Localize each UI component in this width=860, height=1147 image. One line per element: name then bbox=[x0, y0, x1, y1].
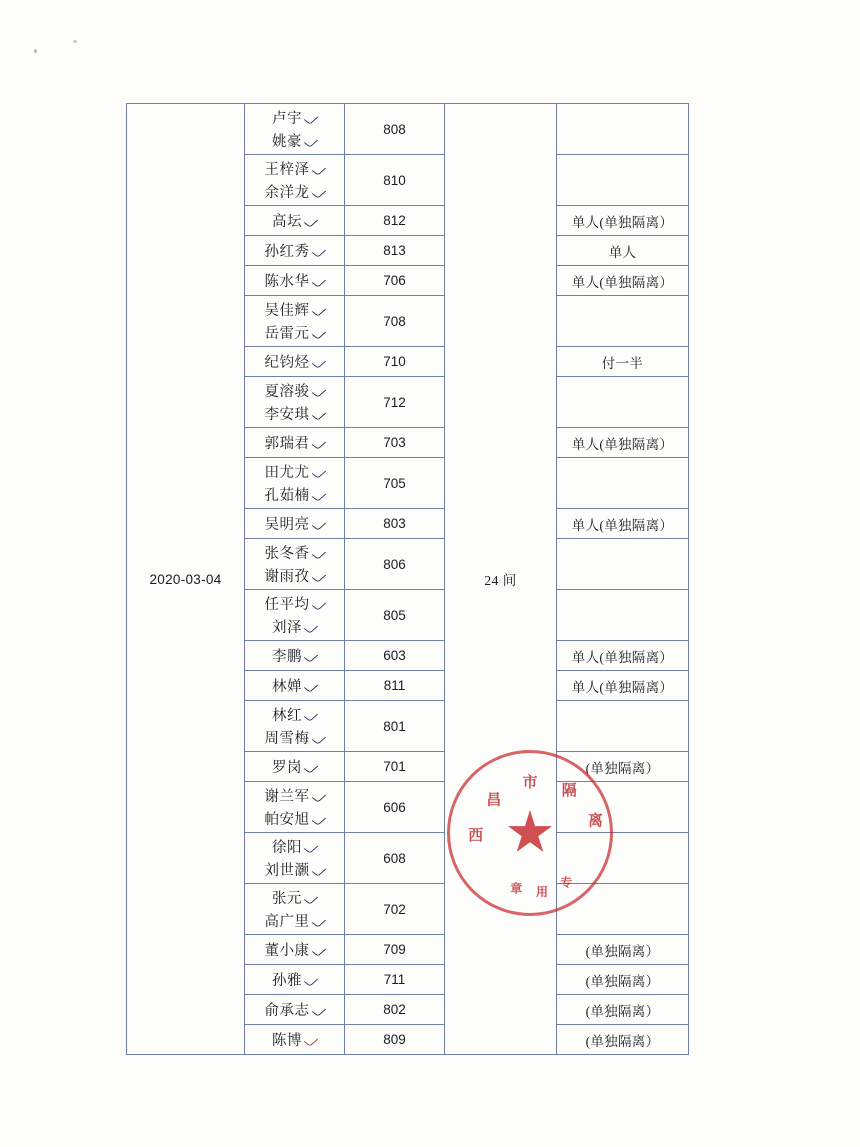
note-cell: (单独隔离） bbox=[557, 935, 689, 965]
name-text: 郭瑞君 bbox=[264, 436, 310, 452]
name-line bbox=[245, 107, 344, 128]
paper-speck bbox=[34, 49, 37, 53]
names-cell bbox=[245, 539, 345, 590]
name-line bbox=[245, 969, 344, 990]
room-number-cell: 603 bbox=[345, 641, 445, 671]
note-cell: 付一半 bbox=[557, 347, 689, 377]
names-list bbox=[245, 590, 344, 640]
name-text: 刘泽 bbox=[272, 620, 302, 636]
check-mark-icon bbox=[306, 650, 317, 662]
names-list bbox=[245, 539, 344, 589]
check-mark-icon bbox=[314, 186, 325, 198]
check-mark-icon bbox=[314, 547, 325, 559]
name-line bbox=[245, 484, 344, 505]
name-text: 余洋龙 bbox=[264, 185, 310, 201]
names-list bbox=[245, 642, 344, 669]
name-line bbox=[245, 999, 344, 1020]
names-cell bbox=[245, 833, 345, 884]
names-list bbox=[245, 458, 344, 508]
room-number-cell: 709 bbox=[345, 935, 445, 965]
name-text: 林婵 bbox=[272, 679, 302, 695]
check-mark-icon bbox=[314, 1004, 325, 1016]
note-cell bbox=[557, 296, 689, 347]
room-number-cell: 702 bbox=[345, 884, 445, 935]
check-mark-icon bbox=[314, 864, 325, 876]
name-line bbox=[245, 403, 344, 424]
name-text: 孙红秀 bbox=[264, 244, 310, 260]
date-text: 2020-03-04 bbox=[149, 571, 222, 587]
table-body bbox=[127, 104, 689, 1055]
name-text: 帕安旭 bbox=[264, 812, 310, 828]
name-line bbox=[245, 887, 344, 908]
room-number-cell: 810 bbox=[345, 155, 445, 206]
note-cell bbox=[557, 104, 689, 155]
room-number-cell: 710 bbox=[345, 347, 445, 377]
name-line bbox=[245, 240, 344, 261]
note-cell: (单独隔离） bbox=[557, 995, 689, 1025]
note-cell bbox=[557, 590, 689, 641]
name-line bbox=[245, 808, 344, 829]
total-rooms-cell: 24 间 bbox=[445, 104, 557, 1055]
name-text: 陈博 bbox=[272, 1033, 302, 1049]
stamp-arc-char: 离 bbox=[587, 813, 603, 830]
name-text: 吴明亮 bbox=[264, 517, 310, 533]
name-text: 谢雨孜 bbox=[264, 569, 310, 585]
names-list bbox=[245, 996, 344, 1023]
check-mark-icon bbox=[314, 304, 325, 316]
room-number-cell: 711 bbox=[345, 965, 445, 995]
room-number-cell: 606 bbox=[345, 782, 445, 833]
name-text: 任平均 bbox=[264, 597, 310, 613]
check-mark-icon bbox=[306, 892, 317, 904]
stamp-arc-char: 隔 bbox=[561, 783, 577, 800]
note-cell: 单人(单独隔离） bbox=[557, 641, 689, 671]
name-text: 姚豪 bbox=[272, 134, 302, 150]
room-number-cell: 809 bbox=[345, 1025, 445, 1055]
names-cell bbox=[245, 701, 345, 752]
name-line bbox=[245, 565, 344, 586]
names-list bbox=[245, 753, 344, 780]
room-number-cell: 701 bbox=[345, 752, 445, 782]
check-mark-icon bbox=[314, 437, 325, 449]
room-number-cell: 805 bbox=[345, 590, 445, 641]
names-cell bbox=[245, 671, 345, 701]
names-cell bbox=[245, 377, 345, 428]
names-cell bbox=[245, 509, 345, 539]
name-text: 孔茹楠 bbox=[264, 488, 310, 504]
check-mark-icon bbox=[306, 680, 317, 692]
name-text: 徐阳 bbox=[272, 840, 302, 856]
names-list bbox=[245, 207, 344, 234]
check-mark-icon bbox=[306, 709, 317, 721]
names-cell bbox=[245, 782, 345, 833]
check-mark-icon bbox=[314, 598, 325, 610]
stamp-bottom-char: 专 bbox=[560, 875, 573, 890]
name-line bbox=[245, 645, 344, 666]
name-line bbox=[245, 756, 344, 777]
note-cell bbox=[557, 701, 689, 752]
note-cell bbox=[557, 458, 689, 509]
name-text: 吴佳辉 bbox=[264, 303, 310, 319]
check-mark-icon bbox=[314, 570, 325, 582]
check-mark-icon bbox=[306, 135, 317, 147]
check-mark-icon bbox=[314, 489, 325, 501]
room-number-cell: 608 bbox=[345, 833, 445, 884]
stamp-bottom-char: 章 bbox=[510, 881, 523, 896]
names-cell bbox=[245, 995, 345, 1025]
check-mark-icon bbox=[314, 466, 325, 478]
names-cell bbox=[245, 236, 345, 266]
check-mark-icon bbox=[306, 621, 317, 633]
check-mark-icon bbox=[314, 245, 325, 257]
stamp-arc-char: 西 bbox=[468, 828, 484, 845]
name-line bbox=[245, 299, 344, 320]
check-mark-icon bbox=[306, 1034, 317, 1046]
name-line bbox=[245, 210, 344, 231]
names-list bbox=[245, 884, 344, 934]
name-text: 岳雷元 bbox=[264, 326, 310, 342]
note-cell bbox=[557, 155, 689, 206]
names-list bbox=[245, 348, 344, 375]
name-text: 田尤尤 bbox=[264, 465, 310, 481]
room-number-cell: 806 bbox=[345, 539, 445, 590]
name-text: 李安琪 bbox=[264, 407, 310, 423]
name-text: 董小康 bbox=[264, 943, 310, 959]
name-line bbox=[245, 859, 344, 880]
names-cell bbox=[245, 752, 345, 782]
room-number-cell: 803 bbox=[345, 509, 445, 539]
room-number-cell: 811 bbox=[345, 671, 445, 701]
name-line bbox=[245, 270, 344, 291]
names-cell bbox=[245, 296, 345, 347]
name-text: 周雪梅 bbox=[264, 731, 310, 747]
check-mark-icon bbox=[306, 761, 317, 773]
names-cell bbox=[245, 104, 345, 155]
note-cell bbox=[557, 884, 689, 935]
table-row bbox=[127, 104, 689, 155]
room-number-cell: 708 bbox=[345, 296, 445, 347]
names-cell bbox=[245, 965, 345, 995]
name-text: 高坛 bbox=[272, 214, 302, 230]
note-cell: 单人 bbox=[557, 236, 689, 266]
name-line bbox=[245, 181, 344, 202]
note-cell: (单独隔离） bbox=[557, 1025, 689, 1055]
names-list bbox=[245, 936, 344, 963]
stamp-arc-char: 市 bbox=[522, 775, 538, 791]
check-mark-icon bbox=[314, 732, 325, 744]
note-cell: 单人(单独隔离） bbox=[557, 206, 689, 236]
name-line bbox=[245, 461, 344, 482]
name-line bbox=[245, 542, 344, 563]
room-number-cell: 703 bbox=[345, 428, 445, 458]
name-line bbox=[245, 351, 344, 372]
date-cell bbox=[127, 104, 245, 1055]
names-cell bbox=[245, 458, 345, 509]
name-text: 林红 bbox=[272, 708, 302, 724]
names-list bbox=[245, 267, 344, 294]
name-line bbox=[245, 1029, 344, 1050]
check-mark-icon bbox=[314, 356, 325, 368]
name-text: 陈水华 bbox=[264, 274, 310, 290]
names-list bbox=[245, 104, 344, 154]
names-list bbox=[245, 510, 344, 537]
note-cell: (单独隔离） bbox=[557, 965, 689, 995]
name-text: 夏溶骏 bbox=[264, 384, 310, 400]
room-number-cell: 801 bbox=[345, 701, 445, 752]
name-line bbox=[245, 322, 344, 343]
paper-speck bbox=[73, 40, 77, 43]
name-text: 谢兰军 bbox=[264, 789, 310, 805]
names-cell bbox=[245, 641, 345, 671]
check-mark-icon bbox=[314, 518, 325, 530]
name-line bbox=[245, 675, 344, 696]
check-mark-icon bbox=[306, 974, 317, 986]
check-mark-icon bbox=[314, 385, 325, 397]
name-text: 刘世灏 bbox=[264, 863, 310, 879]
check-mark-icon bbox=[314, 790, 325, 802]
name-line bbox=[245, 130, 344, 151]
names-list bbox=[245, 782, 344, 832]
room-number-cell: 712 bbox=[345, 377, 445, 428]
name-line bbox=[245, 910, 344, 931]
isolation-room-table bbox=[126, 103, 689, 1055]
name-text: 张冬香 bbox=[264, 546, 310, 562]
names-cell bbox=[245, 266, 345, 296]
check-mark-icon bbox=[314, 813, 325, 825]
room-number-cell: 808 bbox=[345, 104, 445, 155]
name-line bbox=[245, 158, 344, 179]
names-list bbox=[245, 833, 344, 883]
name-text: 李鹏 bbox=[272, 649, 302, 665]
check-mark-icon bbox=[314, 327, 325, 339]
note-cell bbox=[557, 782, 689, 833]
names-cell bbox=[245, 347, 345, 377]
room-number-cell: 802 bbox=[345, 995, 445, 1025]
name-line bbox=[245, 432, 344, 453]
names-cell bbox=[245, 428, 345, 458]
name-text: 纪钧烃 bbox=[264, 355, 310, 371]
name-text: 高广里 bbox=[264, 914, 310, 930]
name-text: 王梓泽 bbox=[264, 162, 310, 178]
name-text: 张元 bbox=[272, 891, 302, 907]
name-text: 俞承志 bbox=[264, 1003, 310, 1019]
names-cell bbox=[245, 935, 345, 965]
names-list bbox=[245, 296, 344, 346]
note-cell: 单人(单独隔离） bbox=[557, 509, 689, 539]
names-cell bbox=[245, 884, 345, 935]
check-mark-icon bbox=[314, 163, 325, 175]
name-line bbox=[245, 727, 344, 748]
names-cell bbox=[245, 155, 345, 206]
check-mark-icon bbox=[314, 944, 325, 956]
check-mark-icon bbox=[314, 408, 325, 420]
name-text: 罗岗 bbox=[272, 760, 302, 776]
names-cell bbox=[245, 1025, 345, 1055]
note-cell bbox=[557, 539, 689, 590]
name-line bbox=[245, 380, 344, 401]
note-cell bbox=[557, 377, 689, 428]
names-list bbox=[245, 237, 344, 264]
names-list bbox=[245, 1026, 344, 1053]
name-line bbox=[245, 704, 344, 725]
name-line bbox=[245, 593, 344, 614]
name-line bbox=[245, 785, 344, 806]
room-number-cell: 706 bbox=[345, 266, 445, 296]
check-mark-icon bbox=[306, 841, 317, 853]
name-line bbox=[245, 513, 344, 534]
check-mark-icon bbox=[314, 915, 325, 927]
names-list bbox=[245, 672, 344, 699]
check-mark-icon bbox=[306, 112, 317, 124]
stamp-bottom-char: 用 bbox=[536, 885, 549, 899]
names-list bbox=[245, 155, 344, 205]
note-cell bbox=[557, 833, 689, 884]
note-cell: 单人(单独隔离） bbox=[557, 428, 689, 458]
room-number-cell: 705 bbox=[345, 458, 445, 509]
name-text: 孙雅 bbox=[272, 973, 302, 989]
check-mark-icon bbox=[306, 215, 317, 227]
names-list bbox=[245, 966, 344, 993]
stamp-arc-char: 昌 bbox=[486, 792, 502, 809]
name-line bbox=[245, 616, 344, 637]
names-cell bbox=[245, 590, 345, 641]
names-cell bbox=[245, 206, 345, 236]
check-mark-icon bbox=[314, 275, 325, 287]
room-number-cell: 812 bbox=[345, 206, 445, 236]
note-cell: 单人(单独隔离） bbox=[557, 671, 689, 701]
names-list bbox=[245, 701, 344, 751]
note-cell: 单人(单独隔离） bbox=[557, 266, 689, 296]
name-line bbox=[245, 939, 344, 960]
names-list bbox=[245, 429, 344, 456]
note-cell: (单独隔离） bbox=[557, 752, 689, 782]
names-list bbox=[245, 377, 344, 427]
room-number-cell: 813 bbox=[345, 236, 445, 266]
name-text: 卢宇 bbox=[272, 111, 302, 127]
name-line bbox=[245, 836, 344, 857]
